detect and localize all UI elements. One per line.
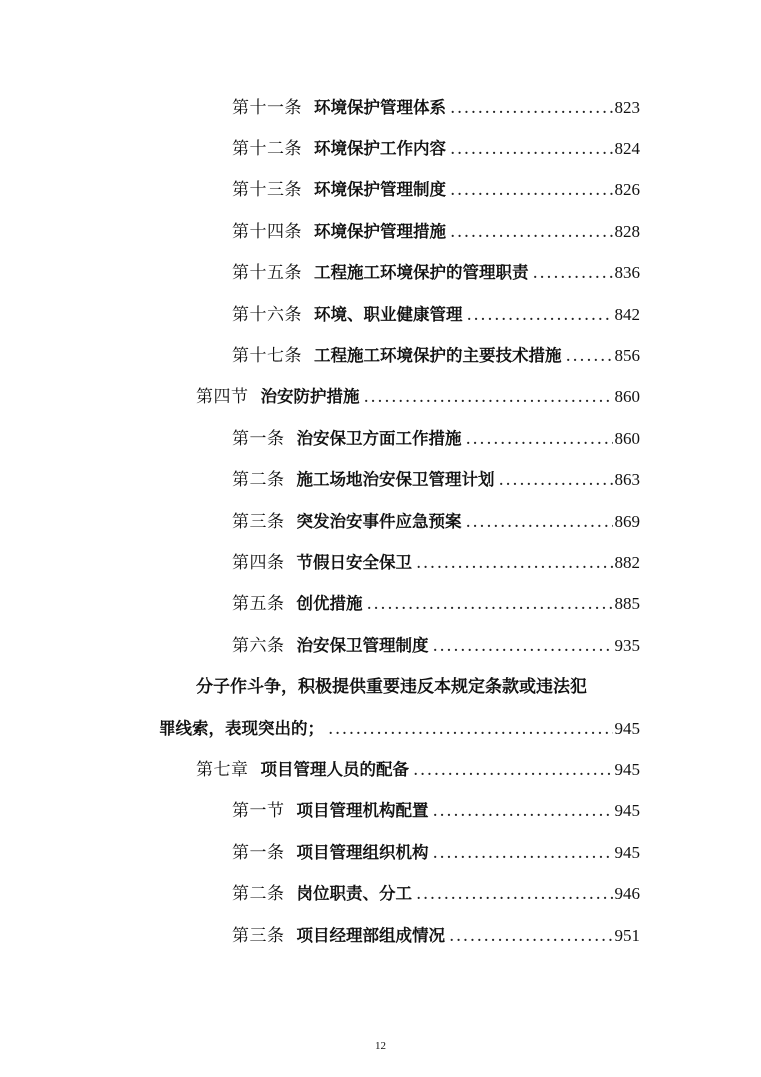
toc-entry[interactable] — [232, 507, 640, 537]
toc-leader-dots — [416, 548, 613, 578]
toc-entry-title: 项目管理组织机构 — [296, 843, 429, 862]
toc-leader-dots — [416, 879, 613, 909]
toc-entry-title: 创优措施 — [296, 594, 363, 613]
toc-section-entry[interactable] — [196, 382, 640, 412]
toc-entry-page: 860 — [614, 387, 640, 406]
toc-entry-title: 治安保卫方面工作措施 — [296, 429, 462, 448]
toc-entry-page: 951 — [614, 926, 640, 945]
toc-entry-number: 第五条 — [232, 594, 285, 614]
toc-entry-title: 项目管理机构配置 — [296, 801, 429, 820]
toc-entry-title: 环境保护管理体系 — [314, 98, 446, 117]
toc-leader-dots — [433, 838, 613, 868]
toc-entry[interactable] — [232, 838, 640, 868]
toc-entry-title: 工程施工环境保护的主要技术措施 — [314, 346, 562, 365]
toc-leader-dots — [450, 134, 613, 164]
toc-entry-page: 945 — [614, 843, 640, 862]
toc-entry-number: 第二条 — [232, 470, 285, 490]
toc-entry[interactable] — [232, 300, 640, 330]
toc-leader-dots — [499, 465, 613, 495]
toc-leader-dots — [449, 921, 613, 951]
toc-entry-number: 第十四条 — [232, 222, 302, 242]
toc-entry-title: 环境保护工作内容 — [314, 139, 446, 158]
toc-entry-page: 882 — [614, 553, 640, 572]
toc-leader-dots — [450, 93, 613, 123]
toc-entry-number: 第四节 — [196, 387, 249, 407]
toc-leader-dots — [566, 341, 613, 371]
toc-entry-number: 第三条 — [232, 512, 285, 532]
toc-entry[interactable] — [232, 217, 640, 247]
toc-chapter-entry[interactable] — [196, 755, 640, 785]
toc-entry-number: 第一条 — [232, 429, 285, 449]
toc-entry-title: 节假日安全保卫 — [296, 553, 412, 572]
toc-wrapped-text-line: 分子作斗争，积极提供重要违反本规定条款或违法犯 — [196, 677, 587, 697]
toc-entry[interactable] — [232, 631, 640, 661]
toc-entry-page: 826 — [614, 180, 640, 199]
toc-entry-number: 第十七条 — [232, 346, 302, 366]
toc-leader-dots — [450, 217, 613, 247]
toc-leader-dots — [364, 382, 613, 412]
toc-entry-number: 第十六条 — [232, 305, 302, 325]
toc-entry[interactable] — [232, 879, 640, 909]
toc-entry-page: 885 — [614, 594, 640, 613]
toc-entry-page: 824 — [614, 139, 640, 158]
toc-entry-page: 823 — [614, 98, 640, 117]
toc-entry[interactable] — [232, 465, 640, 495]
toc-entry-page: 828 — [614, 222, 640, 241]
toc-entry-page: 935 — [614, 636, 640, 655]
toc-entry[interactable] — [232, 921, 640, 951]
toc-entry-page: 842 — [614, 305, 640, 324]
toc-leader-dots — [466, 424, 613, 454]
toc-leader-dots — [413, 755, 613, 785]
toc-entry-page: 856 — [614, 346, 640, 365]
toc-entry-number: 第六条 — [232, 636, 285, 656]
toc-entry-title: 突发治安事件应急预案 — [296, 512, 462, 531]
toc-entry-page: 945 — [614, 719, 640, 738]
toc-entry-title: 项目管理人员的配备 — [260, 760, 409, 779]
toc-entry-page: 945 — [614, 760, 640, 779]
toc-entry-title: 环境保护管理措施 — [314, 222, 446, 241]
toc-entry-title: 施工场地治安保卫管理计划 — [296, 470, 495, 489]
toc-entry[interactable] — [232, 258, 640, 288]
toc-entry[interactable] — [232, 589, 640, 619]
toc-entry-title: 岗位职责、分工 — [296, 884, 412, 903]
toc-entry-number: 第十三条 — [232, 180, 302, 200]
toc-entry-number: 第一节 — [232, 801, 285, 821]
toc-leader-dots — [328, 714, 613, 744]
toc-entry[interactable] — [159, 714, 640, 744]
toc-entry-page: 860 — [614, 429, 640, 448]
toc-entry-page: 836 — [614, 263, 640, 282]
toc-entry-number: 第十五条 — [232, 263, 302, 283]
toc-leader-dots — [367, 589, 613, 619]
toc-entry-page: 869 — [614, 512, 640, 531]
toc-leader-dots — [467, 300, 613, 330]
toc-leader-dots — [450, 175, 613, 205]
toc-entry[interactable] — [232, 548, 640, 578]
toc-entry[interactable] — [232, 134, 640, 164]
toc-entry[interactable] — [232, 341, 640, 371]
toc-entry-number: 第十二条 — [232, 139, 302, 159]
toc-entry-number: 第七章 — [196, 760, 249, 780]
toc-entry-title: 治安保卫管理制度 — [296, 636, 429, 655]
toc-leader-dots — [533, 258, 613, 288]
toc-leader-dots — [433, 631, 613, 661]
toc-entry-page: 946 — [614, 884, 640, 903]
toc-entry-title: 项目经理部组成情况 — [296, 926, 445, 945]
toc-entry-title: 环境、职业健康管理 — [314, 305, 463, 324]
toc-leader-dots — [433, 796, 613, 826]
toc-entry-number: 第二条 — [232, 884, 285, 904]
toc-entry-number: 第一条 — [232, 843, 285, 863]
toc-entry[interactable] — [232, 93, 640, 123]
toc-entry[interactable] — [232, 175, 640, 205]
toc-entry-number: 第四条 — [232, 553, 285, 573]
toc-section-entry[interactable] — [232, 796, 640, 826]
toc-entry-page: 863 — [614, 470, 640, 489]
toc-entry-number: 第三条 — [232, 926, 285, 946]
page-number: 12 — [375, 1040, 386, 1052]
toc-leader-dots — [466, 507, 613, 537]
toc-entry-title: 罪线索，表现突出的； — [159, 719, 324, 738]
toc-entry-title: 工程施工环境保护的管理职责 — [314, 263, 529, 282]
toc-entry-title: 治安防护措施 — [260, 387, 360, 406]
toc-entry-title: 环境保护管理制度 — [314, 180, 446, 199]
toc-entry-page: 945 — [614, 801, 640, 820]
toc-entry-number: 第十一条 — [232, 98, 302, 118]
toc-entry[interactable] — [232, 424, 640, 454]
